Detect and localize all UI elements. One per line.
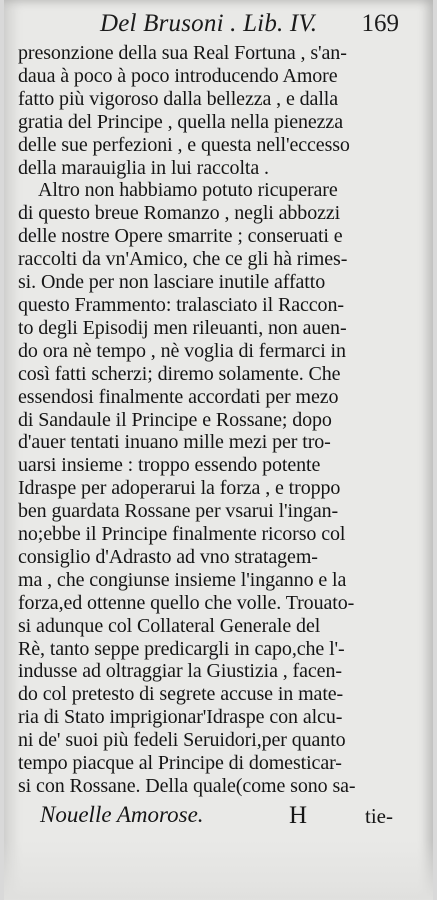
catchword: tie- <box>365 804 393 828</box>
text-line: do ora nè tempo , nè voglia di fermarci in <box>18 339 346 362</box>
text-line: essendosi finalmente accordati per mezo <box>18 385 339 408</box>
running-header <box>4 10 433 40</box>
running-title: Del Brusoni . Lib. IV. <box>100 10 318 37</box>
text-line: si adunque col Collateral Generale del <box>18 614 321 637</box>
text-line: do col pretesto di segrete accuse in mate- <box>18 683 344 706</box>
text-line: delle sue perfezioni , e questa nell'eccesso <box>18 133 350 156</box>
text-line: to degli Episodij men rileuanti, non auen- <box>18 316 347 339</box>
text-line: Altro non habbiamo potuto ricuperare <box>38 179 338 202</box>
text-line: così fatti scherzi; diremo solamente. Che <box>18 362 341 385</box>
text-line: presonzione della sua Real Fortuna , s'an- <box>18 42 347 64</box>
text-line: Idraspe per adoperarui la forza , e troppo <box>18 477 341 500</box>
text-line: di questo breue Romanzo , negli abbozzi <box>18 202 341 225</box>
text-line: forza,ed ottenne quello che volle. Trouato- <box>18 591 355 614</box>
text-line: ma , che congiunse insieme l'inganno e la <box>18 568 347 591</box>
text-line: Rè, tanto seppe predicargli in capo,che l'- <box>18 637 345 660</box>
book-page <box>4 0 433 900</box>
text-line: della marauiglia in lui raccolta . <box>18 156 269 179</box>
text-line: delle nostre Opere smarrite ; conseruati e <box>18 225 343 248</box>
text-line: si con Rossane. Della quale(come sono sa- <box>18 775 356 797</box>
text-line: daua à poco à poco introducendo Amore <box>18 64 338 87</box>
text-line: fatto più vigoroso dalla bellezza , e dalla <box>18 87 339 110</box>
text-line: d'auer tentati inuano mille mezi per tro- <box>18 431 331 454</box>
text-line: ria di Stato imprigionar'Idraspe con alcu- <box>18 706 343 729</box>
page-footer <box>4 802 433 832</box>
text-line: questo Frammento: tralasciato il Raccon- <box>18 293 344 316</box>
bottom-margin <box>4 840 433 900</box>
page-number: 169 <box>361 10 399 37</box>
text-line: gratia del Principe , quella nella pienezza <box>18 110 343 133</box>
text-line: tempo piacque al Principe di domesticar- <box>18 752 342 775</box>
text-line: consiglio d'Adrasto ad vno stratagem- <box>18 545 318 568</box>
text-line: si. Onde per non lasciare inutile affatto <box>18 271 326 294</box>
text-line: ben guardata Rossane per vsarui l'ingan- <box>18 500 339 523</box>
text-line: uarsi insieme : troppo essendo potente <box>18 454 321 477</box>
text-line: ni de' suoi più fedeli Seruidori,per quanto <box>18 729 346 752</box>
text-line: raccolti da vn'Amico, che ce gli hà rimes- <box>18 248 348 271</box>
text-line: no;ebbe il Principe finalmente ricorso col <box>18 523 346 546</box>
text-line: indusse ad oltraggiar la Giustizia , facen- <box>18 660 342 683</box>
signature-letter: H <box>289 802 308 829</box>
text-line: di Sandaule il Principe e Rossane; dopo <box>18 408 332 431</box>
signature-title: Nouelle Amorose. <box>40 802 204 827</box>
body-text <box>18 42 418 798</box>
